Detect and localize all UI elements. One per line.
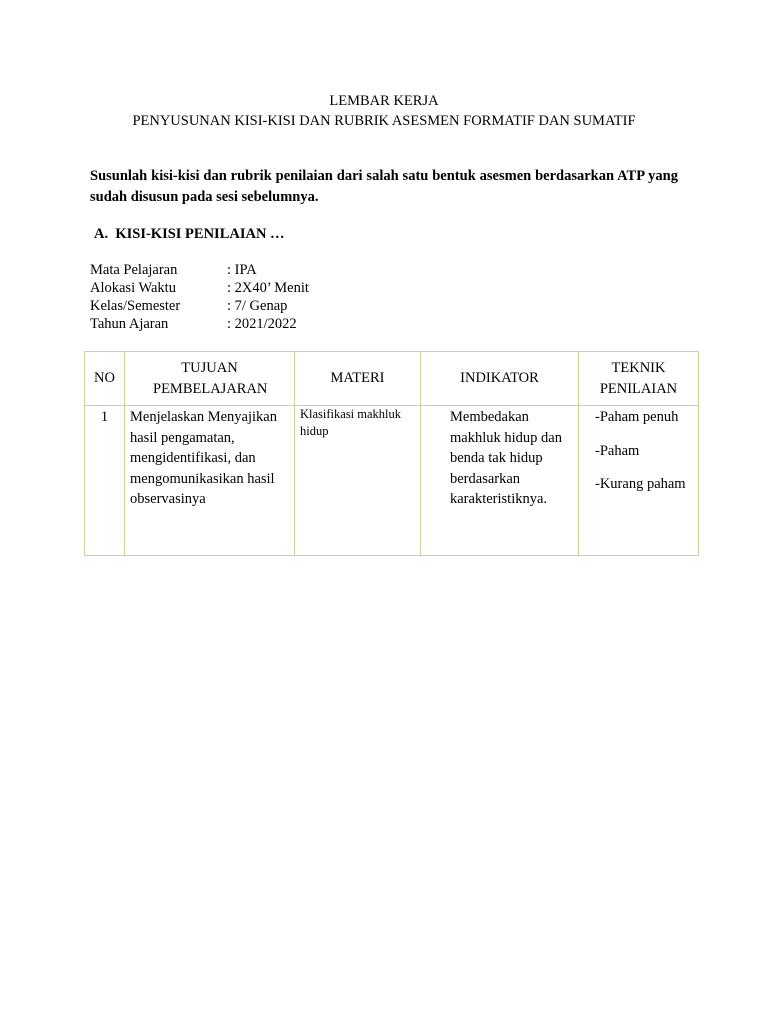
kisi-kisi-table [84, 351, 699, 556]
header-tujuan-pembelajaran: TUJUAN PEMBELAJARAN [125, 352, 295, 406]
teknik-item-kurang-paham: -Kurang paham [595, 476, 686, 492]
cell-tujuan: Menjelaskan Menyajikan hasil pengamatan, mengidentifikasi, dan mengomunikasikan hasil observasinya [125, 406, 295, 556]
header-materi: MATERI [295, 352, 421, 406]
info-label: Kelas/Semester [90, 298, 181, 314]
header-indikator: INDIKATOR [421, 352, 579, 406]
info-value: : 7/ Genap [227, 298, 288, 314]
info-row-tahun-ajaran [90, 316, 297, 333]
cell-indikator: Membedakan makhluk hidup dan benda tak hidup berdasarkan karakteristiknya. [421, 406, 579, 556]
info-value: : 2021/2022 [227, 316, 297, 332]
teknik-item-paham: -Paham [595, 442, 640, 459]
info-row-alokasi-waktu [90, 280, 309, 297]
cell-materi: Klasifikasi makhluk hidup [295, 406, 421, 556]
header-no: NO [85, 352, 125, 406]
table-header-row [85, 352, 699, 406]
info-value: : IPA [227, 262, 257, 278]
info-label: Mata Pelajaran [90, 262, 178, 278]
info-row-kelas-semester [90, 298, 287, 315]
table-row [85, 406, 699, 556]
header-teknik-penilaian: TEKNIK PENILAIAN [579, 352, 699, 406]
teknik-item-paham-penuh: -Paham penuh [595, 409, 679, 425]
document-subtitle: PENYUSUNAN KISI-KISI DAN RUBRIK ASESMEN FORMATIF DAN SUMATIF [132, 113, 636, 129]
instruction-text: Susunlah kisi-kisi dan rubrik penilaian dari salah satu bentuk asesmen berdasarkan ATP yang sudah disusun pada sesi sebelumnya. [90, 168, 678, 205]
section-a-heading: A. KISI-KISI PENILAIAN … [94, 226, 285, 242]
cell-no: 1 [85, 406, 125, 556]
info-label: Tahun Ajaran [90, 316, 169, 332]
info-row-mata-pelajaran [90, 262, 257, 279]
info-value: : 2X40’ Menit [227, 280, 309, 296]
cell-teknik [579, 406, 699, 556]
info-label: Alokasi Waktu [90, 280, 176, 296]
document-title: LEMBAR KERJA [329, 93, 439, 109]
